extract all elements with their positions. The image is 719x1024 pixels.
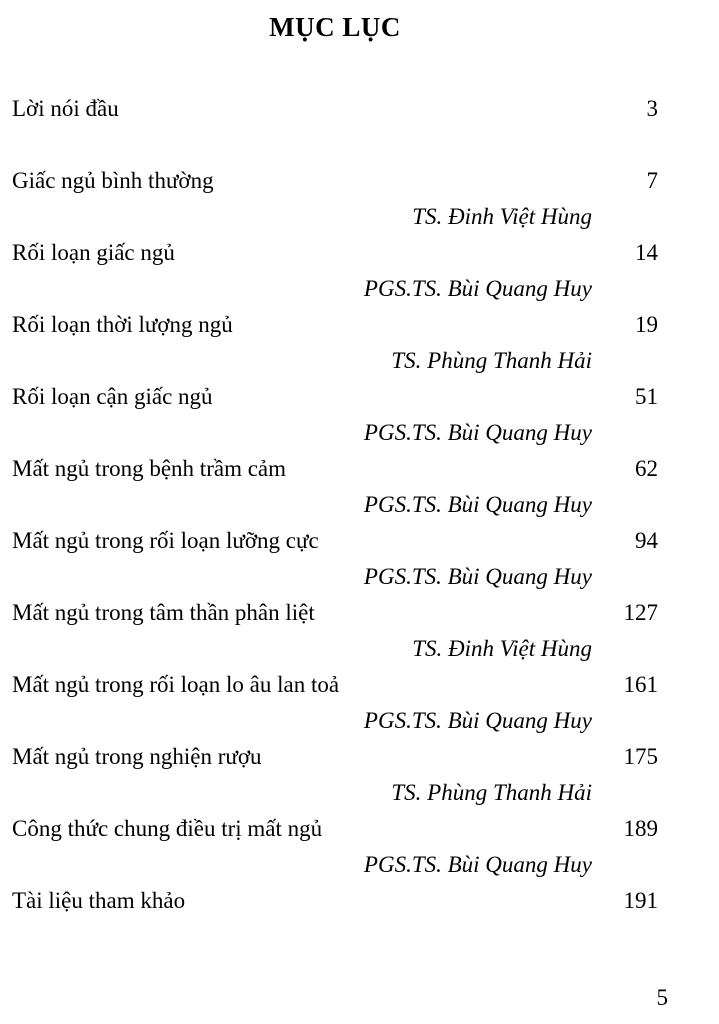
- toc-entry-row: [12, 92, 658, 126]
- toc-entry-row: [12, 740, 658, 774]
- toc-entry-row: [12, 164, 658, 198]
- toc-entry: [12, 308, 658, 380]
- table-of-contents: [12, 92, 658, 956]
- toc-entry-title: Rối loạn giấc ngủ: [12, 240, 175, 265]
- toc-entry-spacer: [12, 918, 658, 956]
- toc-entry-row: [12, 308, 658, 342]
- toc-entry-author: PGS.TS. Bùi Quang Huy: [363, 708, 592, 733]
- toc-entry-author: TS. Phùng Thanh Hải: [391, 348, 592, 373]
- toc-entry: [12, 812, 658, 884]
- toc-entry-page: 189: [623, 816, 658, 841]
- toc-entry-title: Tài liệu tham khảo: [12, 888, 186, 913]
- toc-entry-row: [12, 236, 658, 270]
- toc-entry: [12, 884, 658, 956]
- page-title: MỤC LỤC: [269, 12, 401, 42]
- toc-entry-title: Công thức chung điều trị mất ngủ: [12, 816, 323, 841]
- toc-entry-row: [12, 380, 658, 414]
- toc-entry-title: Mất ngủ trong tâm thần phân liệt: [12, 600, 315, 625]
- toc-entry: [12, 92, 658, 164]
- toc-entry-page: 127: [623, 600, 658, 625]
- toc-entry-title: Mất ngủ trong rối loạn lo âu lan toả: [12, 672, 340, 697]
- toc-entry-page: 175: [623, 744, 658, 769]
- toc-entry: [12, 596, 658, 668]
- toc-entry-author: PGS.TS. Bùi Quang Huy: [363, 564, 592, 589]
- toc-entry-row: [12, 452, 658, 486]
- page-number: 5: [656, 985, 668, 1010]
- toc-entry-title: Rối loạn thời lượng ngủ: [12, 312, 233, 337]
- toc-entry-author: TS. Đinh Việt Hùng: [412, 636, 592, 661]
- toc-entry: [12, 452, 658, 524]
- toc-entry-page: 14: [635, 240, 658, 265]
- toc-entry-page: 62: [635, 456, 658, 481]
- toc-entry-author: PGS.TS. Bùi Quang Huy: [363, 276, 592, 301]
- toc-entry-author: TS. Phùng Thanh Hải: [391, 780, 592, 805]
- toc-entry-title: Rối loạn cận giấc ngủ: [12, 384, 213, 409]
- toc-entry-row: [12, 524, 658, 558]
- toc-entry-title: Giấc ngủ bình thường: [12, 168, 214, 193]
- toc-entry-page: 19: [635, 312, 658, 337]
- toc-entry-title: Mất ngủ trong nghiện rượu: [12, 744, 262, 769]
- toc-entry: [12, 668, 658, 740]
- toc-entry-author: TS. Đinh Việt Hùng: [412, 204, 592, 229]
- toc-entry: [12, 524, 658, 596]
- toc-entry-author: PGS.TS. Bùi Quang Huy: [363, 852, 592, 877]
- toc-entry-spacer: [12, 126, 658, 164]
- toc-entry-page: 51: [635, 384, 658, 409]
- toc-entry: [12, 740, 658, 812]
- toc-entry-row: [12, 812, 658, 846]
- toc-entry-author: PGS.TS. Bùi Quang Huy: [363, 492, 592, 517]
- toc-entry: [12, 236, 658, 308]
- toc-entry-row: [12, 596, 658, 630]
- toc-entry-row: [12, 668, 658, 702]
- toc-entry-page: 94: [635, 528, 658, 553]
- toc-entry-page: 191: [623, 888, 658, 913]
- toc-entry-author: PGS.TS. Bùi Quang Huy: [363, 420, 592, 445]
- toc-entry-page: 3: [646, 96, 658, 121]
- toc-entry-row: [12, 884, 658, 918]
- toc-entry-title: Lời nói đầu: [12, 96, 119, 121]
- toc-entry-page: 161: [623, 672, 658, 697]
- toc-entry: [12, 380, 658, 452]
- toc-entry: [12, 164, 658, 236]
- toc-entry-title: Mất ngủ trong rối loạn lưỡng cực: [12, 528, 319, 553]
- toc-entry-title: Mất ngủ trong bệnh trầm cảm: [12, 456, 287, 481]
- toc-entry-page: 7: [646, 168, 658, 193]
